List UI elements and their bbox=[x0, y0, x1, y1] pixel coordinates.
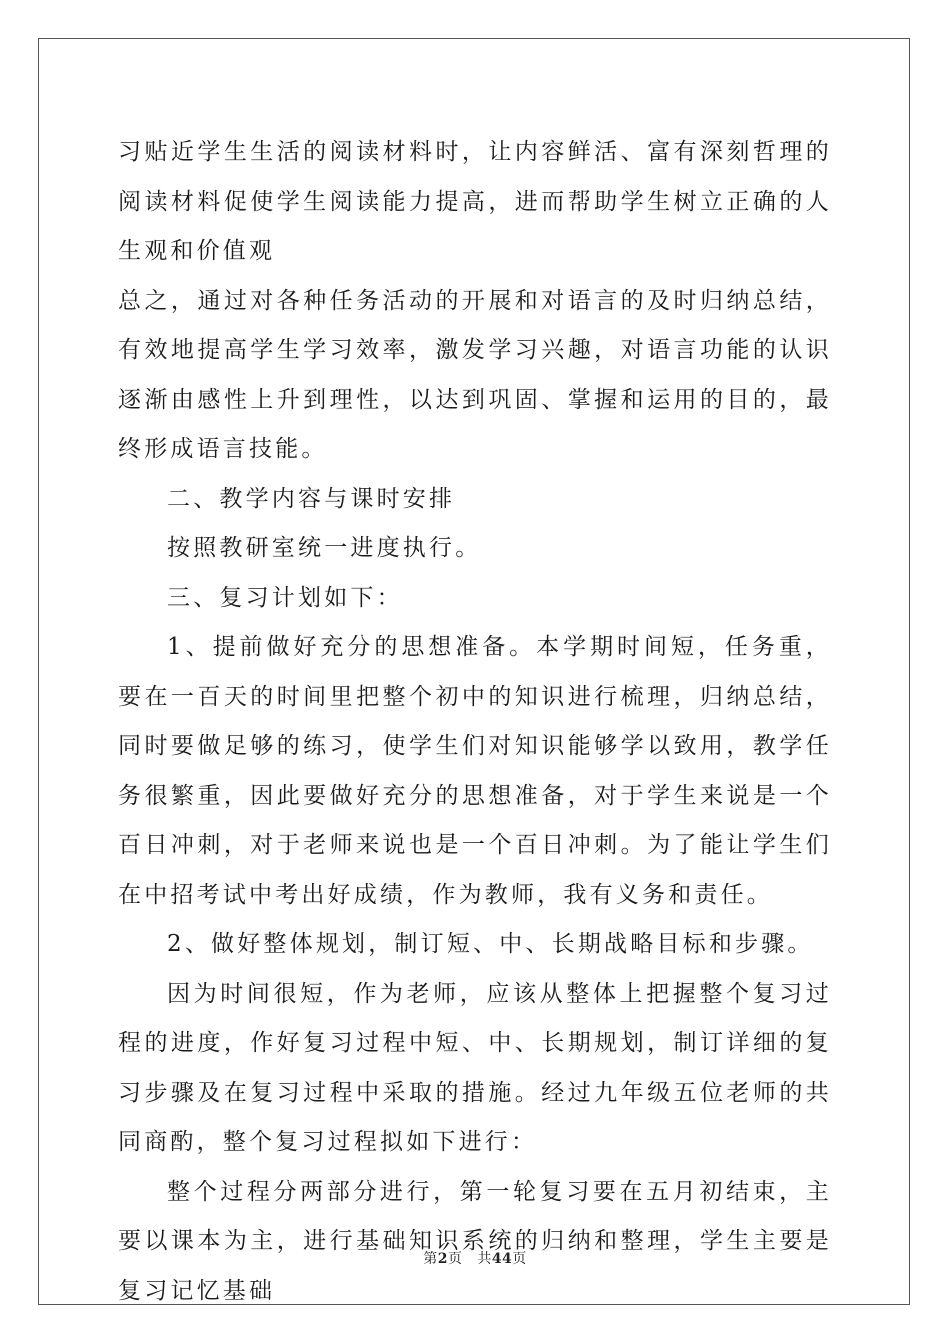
footer-page-unit: 页 bbox=[447, 1251, 463, 1267]
page-footer bbox=[0, 1248, 950, 1268]
paragraph-schedule: 按照教研室统一进度执行。 bbox=[167, 535, 482, 561]
document-body bbox=[118, 128, 832, 1316]
footer-total-prefix: 共 bbox=[477, 1251, 492, 1267]
footer-page-total: 44 bbox=[491, 1251, 513, 1267]
heading-teaching-content: 二、教学内容与课时安排 bbox=[167, 485, 456, 512]
paragraph-overall-planning: 因为时间很短，作为老师，应该从整体上把握整个复习过程的进度，作好复习过程中短、中、长期规划，制订详细的复习步骤及在复习过程中采取的措施。经过九年级五位老师的共同商酌，整个复习过程拟如下进行： bbox=[118, 980, 832, 1155]
footer-page-prefix: 第 bbox=[423, 1251, 438, 1267]
paragraph-plan-item-2: 2、做好整体规划，制订短、中、长期战略目标和步骤。 bbox=[167, 931, 814, 957]
footer-page-current: 2 bbox=[437, 1251, 448, 1267]
heading-review-plan: 三、复习计划如下： bbox=[167, 584, 403, 611]
paragraph-reading-materials: 习贴近学生生活的阅读材料时，让内容鲜活、富有深刻哲理的阅读材料促使学生阅读能力提高，进而帮助学生树立正确的人生观和价值观 bbox=[118, 139, 832, 264]
paragraph-plan-item-1: 1、提前做好充分的思想准备。本学期时间短，任务重，要在一百天的时间里把整个初中的知识进行梳理，归纳总结，同时要做足够的练习，使学生们对知识能够学以致用，教学任务很繁重，因此要做好充分的思想准备，对于学生来说是一个百日冲刺，对于老师来说也是一个百日冲刺。为了能让学生们在中招考试中考出好成绩，作为教师，我有义务和责任。 bbox=[118, 634, 832, 908]
footer-total-unit: 页 bbox=[512, 1251, 527, 1267]
paragraph-two-rounds: 整个过程分两部分进行，第一轮复习要在五月初结束，主要以课本为主，进行基础知识系统的归纳和整理，学生主要是复习记忆基础 bbox=[118, 1178, 832, 1304]
paragraph-summary: 总之，通过对各种任务活动的开展和对语言的及时归纳总结，有效地提高学生学习效率，激发学习兴趣，对语言功能的认识逐渐由感性上升到理性，以达到巩固、掌握和运用的目的，最终形成语言技能。 bbox=[118, 287, 832, 462]
